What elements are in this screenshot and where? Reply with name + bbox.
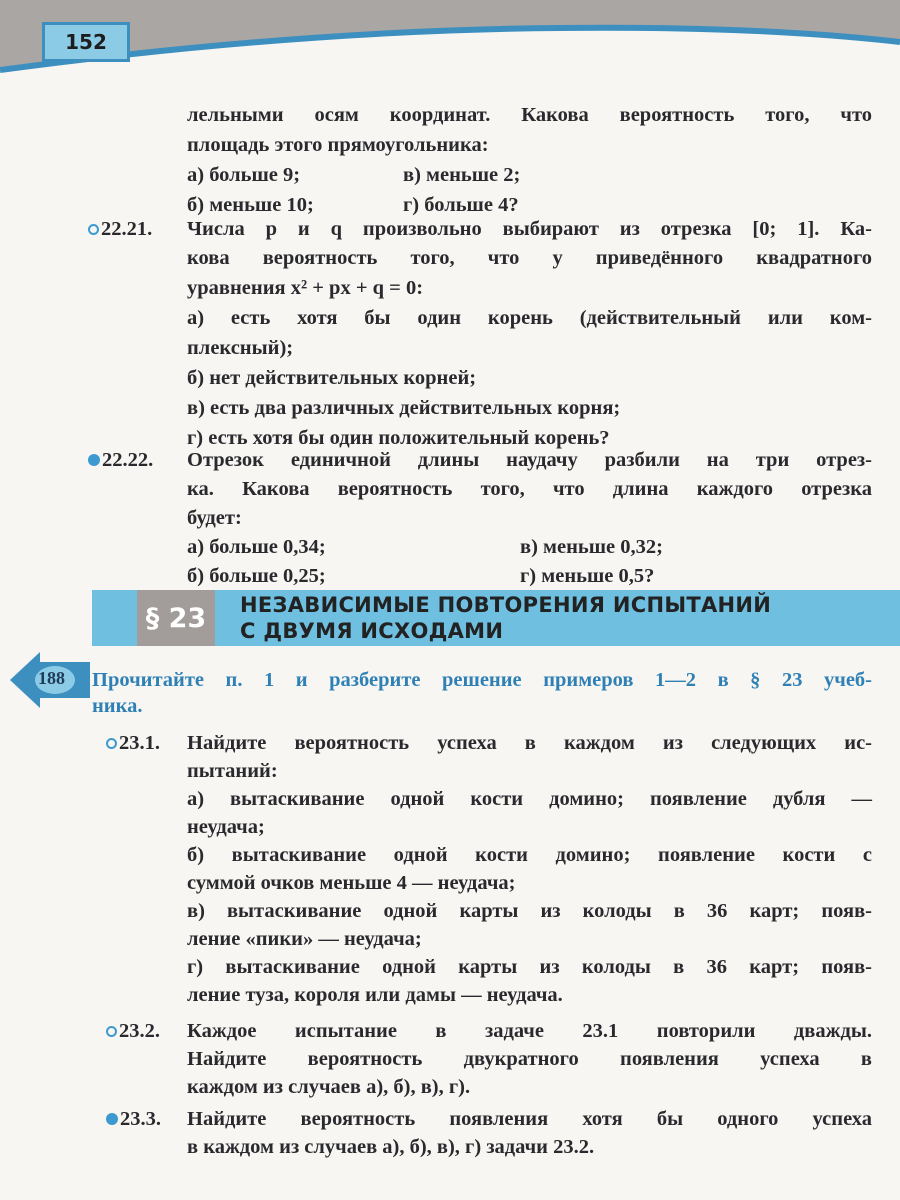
text-line: в) вытаскивание одной карты из колоды в 36 карт; появ- <box>187 900 872 922</box>
text-line: Числа p и q произвольно выбирают из отрезка [0; 1]. Ка- <box>187 218 872 240</box>
option-b: б) больше 0,25; <box>187 565 326 587</box>
circle-marker-icon <box>106 1026 117 1037</box>
text-line: пытаний: <box>187 760 278 782</box>
reference-page: 188 <box>38 668 65 688</box>
text-line: б) нет действительных корней; <box>187 367 477 389</box>
text-line: каждом из случаев а), б), в), г). <box>187 1076 471 1098</box>
text-line: ление «пики» — неудача; <box>187 928 422 950</box>
text-line: Каждое испытание в задаче 23.1 повторили дважды. <box>187 1020 872 1042</box>
option-b: б) меньше 10; <box>187 194 314 216</box>
text-line: Отрезок единичной длины наудачу разбили на три отрез- <box>187 449 872 471</box>
option-v: в) меньше 0,32; <box>520 536 663 558</box>
text-line: лельными осям координат. Какова вероятность того, что <box>187 104 872 126</box>
text-line: будет: <box>187 507 242 529</box>
option-a: а) больше 9; <box>187 164 301 186</box>
filled-marker-icon <box>88 454 100 466</box>
problem-number <box>106 729 160 757</box>
text-line: уравнения x² + px + q = 0: <box>187 277 424 299</box>
problem-number-text: 22.22. <box>102 449 154 471</box>
problem-number <box>88 215 152 243</box>
problem-number-text: 22.21. <box>101 218 153 240</box>
text-line: б) вытаскивание одной кости домино; появление кости с <box>187 844 872 866</box>
text-line: в) есть два различных действительных корня; <box>187 397 621 419</box>
problem-number-text: 23.2. <box>119 1020 160 1042</box>
text-line: Найдите вероятность двукратного появления успеха в <box>187 1048 872 1070</box>
section-title-line1: НЕЗАВИСИМЫЕ ПОВТОРЕНИЯ ИСПЫТАНИЙ <box>240 593 772 617</box>
text-line: ка. Какова вероятность того, что длина каждого отрезка <box>187 478 872 500</box>
option-g: г) меньше 0,5? <box>520 565 655 587</box>
circle-marker-icon <box>88 224 99 235</box>
circle-marker-icon <box>106 738 117 749</box>
text-line: Найдите вероятность успеха в каждом из следующих ис- <box>187 732 872 754</box>
text-line: Найдите вероятность появления хотя бы одного успеха <box>187 1108 872 1130</box>
text-line: ление туза, короля или дамы — неудача. <box>187 984 563 1006</box>
text-line: г) есть хотя бы один положительный корень? <box>187 427 610 449</box>
reference-text: Прочитайте п. 1 и разберите решение примеров 1—2 в § 23 учеб- <box>92 669 872 691</box>
text-line: а) вытаскивание одной кости домино; появление дубля — <box>187 788 872 810</box>
option-v: в) меньше 2; <box>403 164 521 186</box>
problem-number-text: 23.1. <box>119 732 160 754</box>
problem-number-text: 23.3. <box>120 1108 161 1130</box>
filled-marker-icon <box>106 1113 118 1125</box>
header-wave <box>0 0 900 90</box>
page-number: 152 <box>42 22 130 62</box>
option-a: а) больше 0,34; <box>187 536 326 558</box>
text-line: плексный); <box>187 337 294 359</box>
section-number: § 23 <box>137 590 215 646</box>
problem-number <box>106 1017 160 1045</box>
text-line: неудача; <box>187 816 265 838</box>
text-line: площадь этого прямоугольника: <box>187 134 489 156</box>
section-title-line2: С ДВУМЯ ИСХОДАМИ <box>240 619 504 643</box>
text-line: кова вероятность того, что у приведённого квадратного <box>187 247 872 269</box>
text-line: г) вытаскивание одной карты из колоды в 36 карт; появ- <box>187 956 872 978</box>
problem-number <box>88 446 153 474</box>
text-line: а) есть хотя бы один корень (действительный или ком- <box>187 307 872 329</box>
option-g: г) больше 4? <box>403 194 519 216</box>
problem-number <box>106 1105 161 1133</box>
text-line: в каждом из случаев а), б), в), г) задачи 23.2. <box>187 1136 595 1158</box>
reference-text: ника. <box>92 695 143 717</box>
text-line: суммой очков меньше 4 — неудача; <box>187 872 516 894</box>
